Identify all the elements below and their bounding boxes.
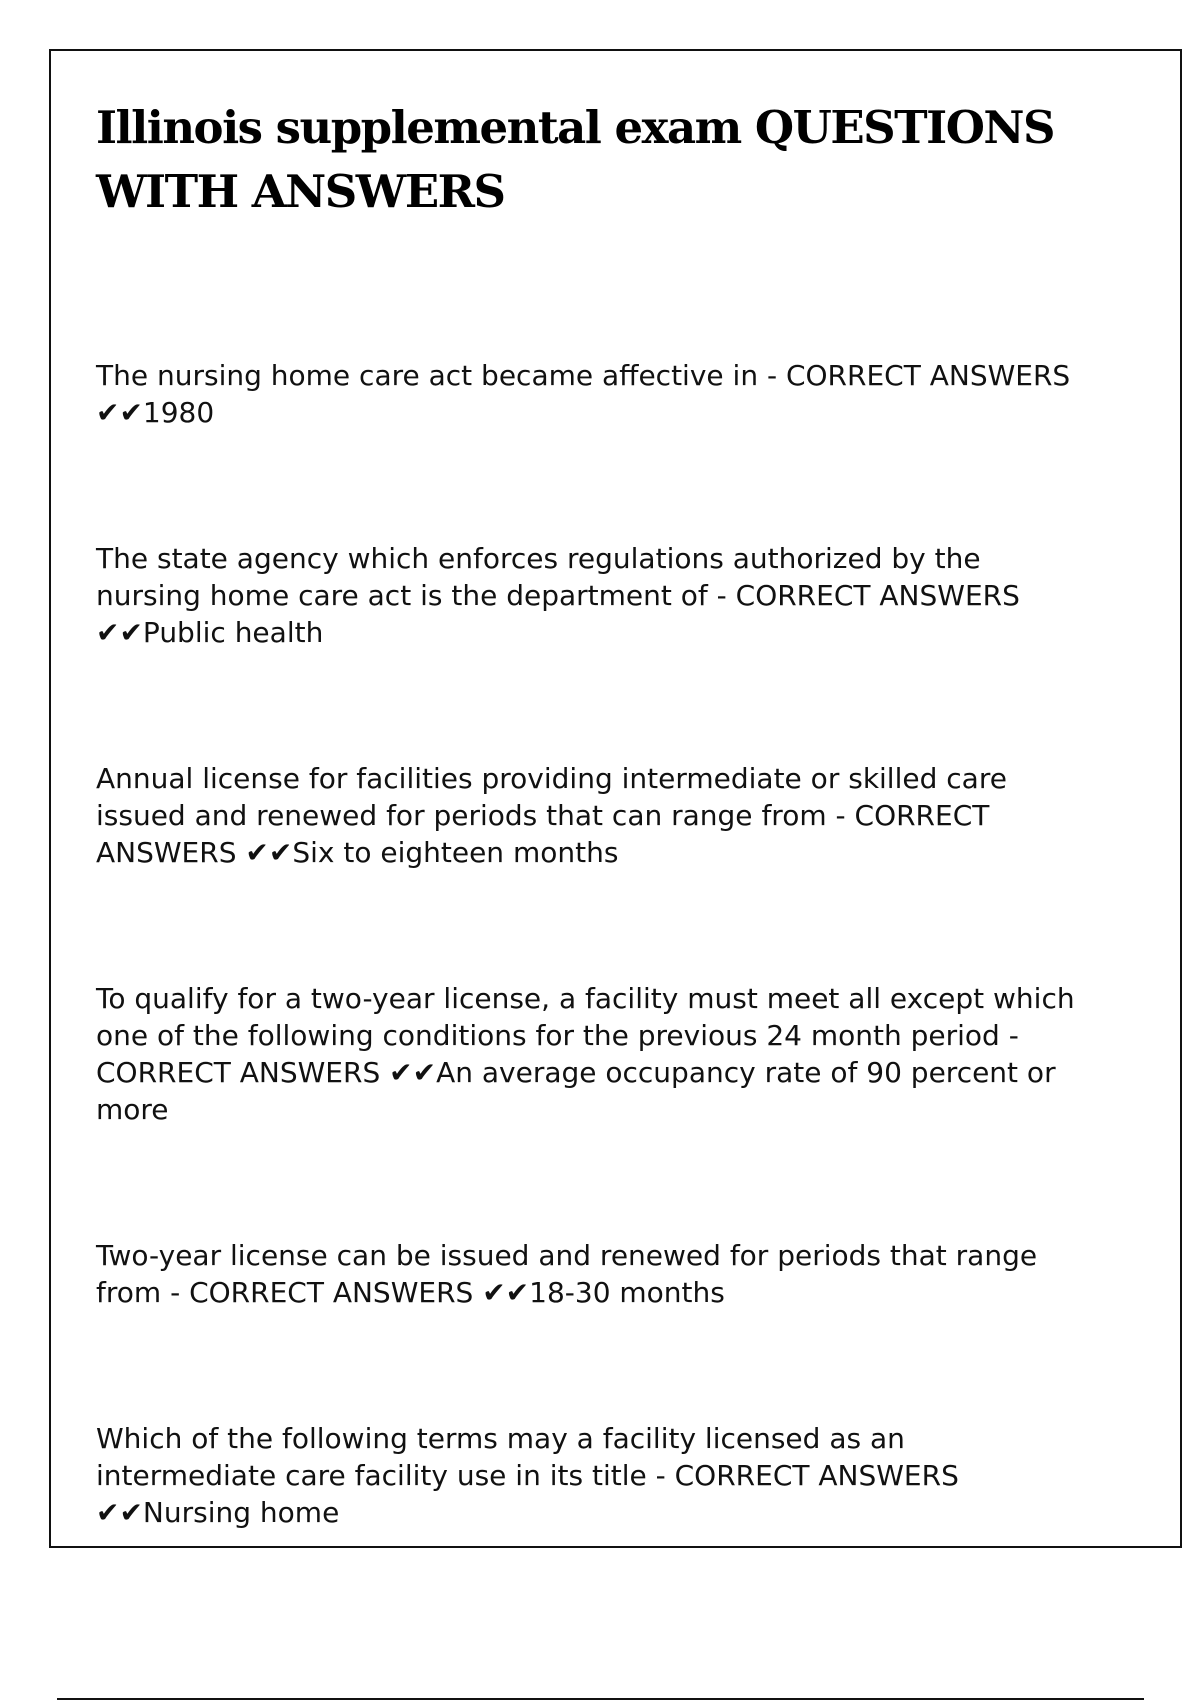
- question-text: The state agency which enforces regulations authorized by the nursing home care act is the department of: [96, 542, 981, 612]
- question-text: To qualify for a two-year license, a facility must meet all except which one of the following conditions for the previous 24 month period: [96, 982, 1075, 1052]
- question-text: Annual license for facilities providing intermediate or skilled care issued and renewed for periods that can range from: [96, 762, 1007, 832]
- separator: -: [999, 1019, 1019, 1052]
- answer-label: CORRECT ANSWERS: [189, 1276, 474, 1309]
- question-text: Which of the following terms may a facility licensed as an intermediate care facility use in its title: [96, 1422, 905, 1492]
- separator: -: [826, 799, 855, 832]
- separator: -: [758, 359, 786, 392]
- double-check-icon: ✔✔: [389, 1056, 437, 1089]
- separator: -: [646, 1459, 675, 1492]
- double-check-icon: ✔✔: [245, 836, 293, 869]
- qa-item: [96, 503, 1086, 651]
- question-text: The nursing home care act became affective in: [96, 359, 759, 392]
- answer-text: An average occupancy rate of 90 percent or more: [96, 1056, 1056, 1126]
- separator: -: [161, 1276, 190, 1309]
- qa-item: [96, 943, 1086, 1128]
- qa-item: [96, 1200, 1086, 1311]
- double-check-icon: ✔✔: [96, 396, 143, 429]
- qa-list: [96, 320, 1086, 1531]
- double-check-icon: ✔✔: [482, 1276, 530, 1309]
- double-check-icon: ✔✔: [96, 616, 143, 649]
- question-text: Two-year license can be issued and renewed for periods that range from: [96, 1239, 1038, 1309]
- double-check-icon: ✔✔: [96, 1496, 143, 1529]
- qa-item: [96, 320, 1086, 431]
- qa-item: [96, 1383, 1086, 1531]
- answer-text: 18-30 months: [529, 1276, 725, 1309]
- answer-label: CORRECT ANSWERS: [785, 359, 1071, 392]
- document-content: [96, 96, 1086, 1603]
- answer-label: CORRECT ANSWERS: [674, 1459, 959, 1492]
- answer-label: CORRECT ANSWERS: [735, 579, 1020, 612]
- answer-text: Public health: [142, 616, 324, 649]
- answer-text: Six to eighteen months: [292, 836, 619, 869]
- qa-item: [96, 723, 1086, 871]
- answer-label: CORRECT ANSWERS: [96, 1056, 381, 1089]
- answer-label: CORRECT ANSWERS: [96, 799, 990, 869]
- separator: -: [707, 579, 736, 612]
- answer-text: Nursing home: [142, 1496, 340, 1529]
- answer-text: 1980: [142, 396, 215, 429]
- document-title: Illinois supplemental exam QUESTIONS WITH ANSWERS: [96, 101, 1055, 218]
